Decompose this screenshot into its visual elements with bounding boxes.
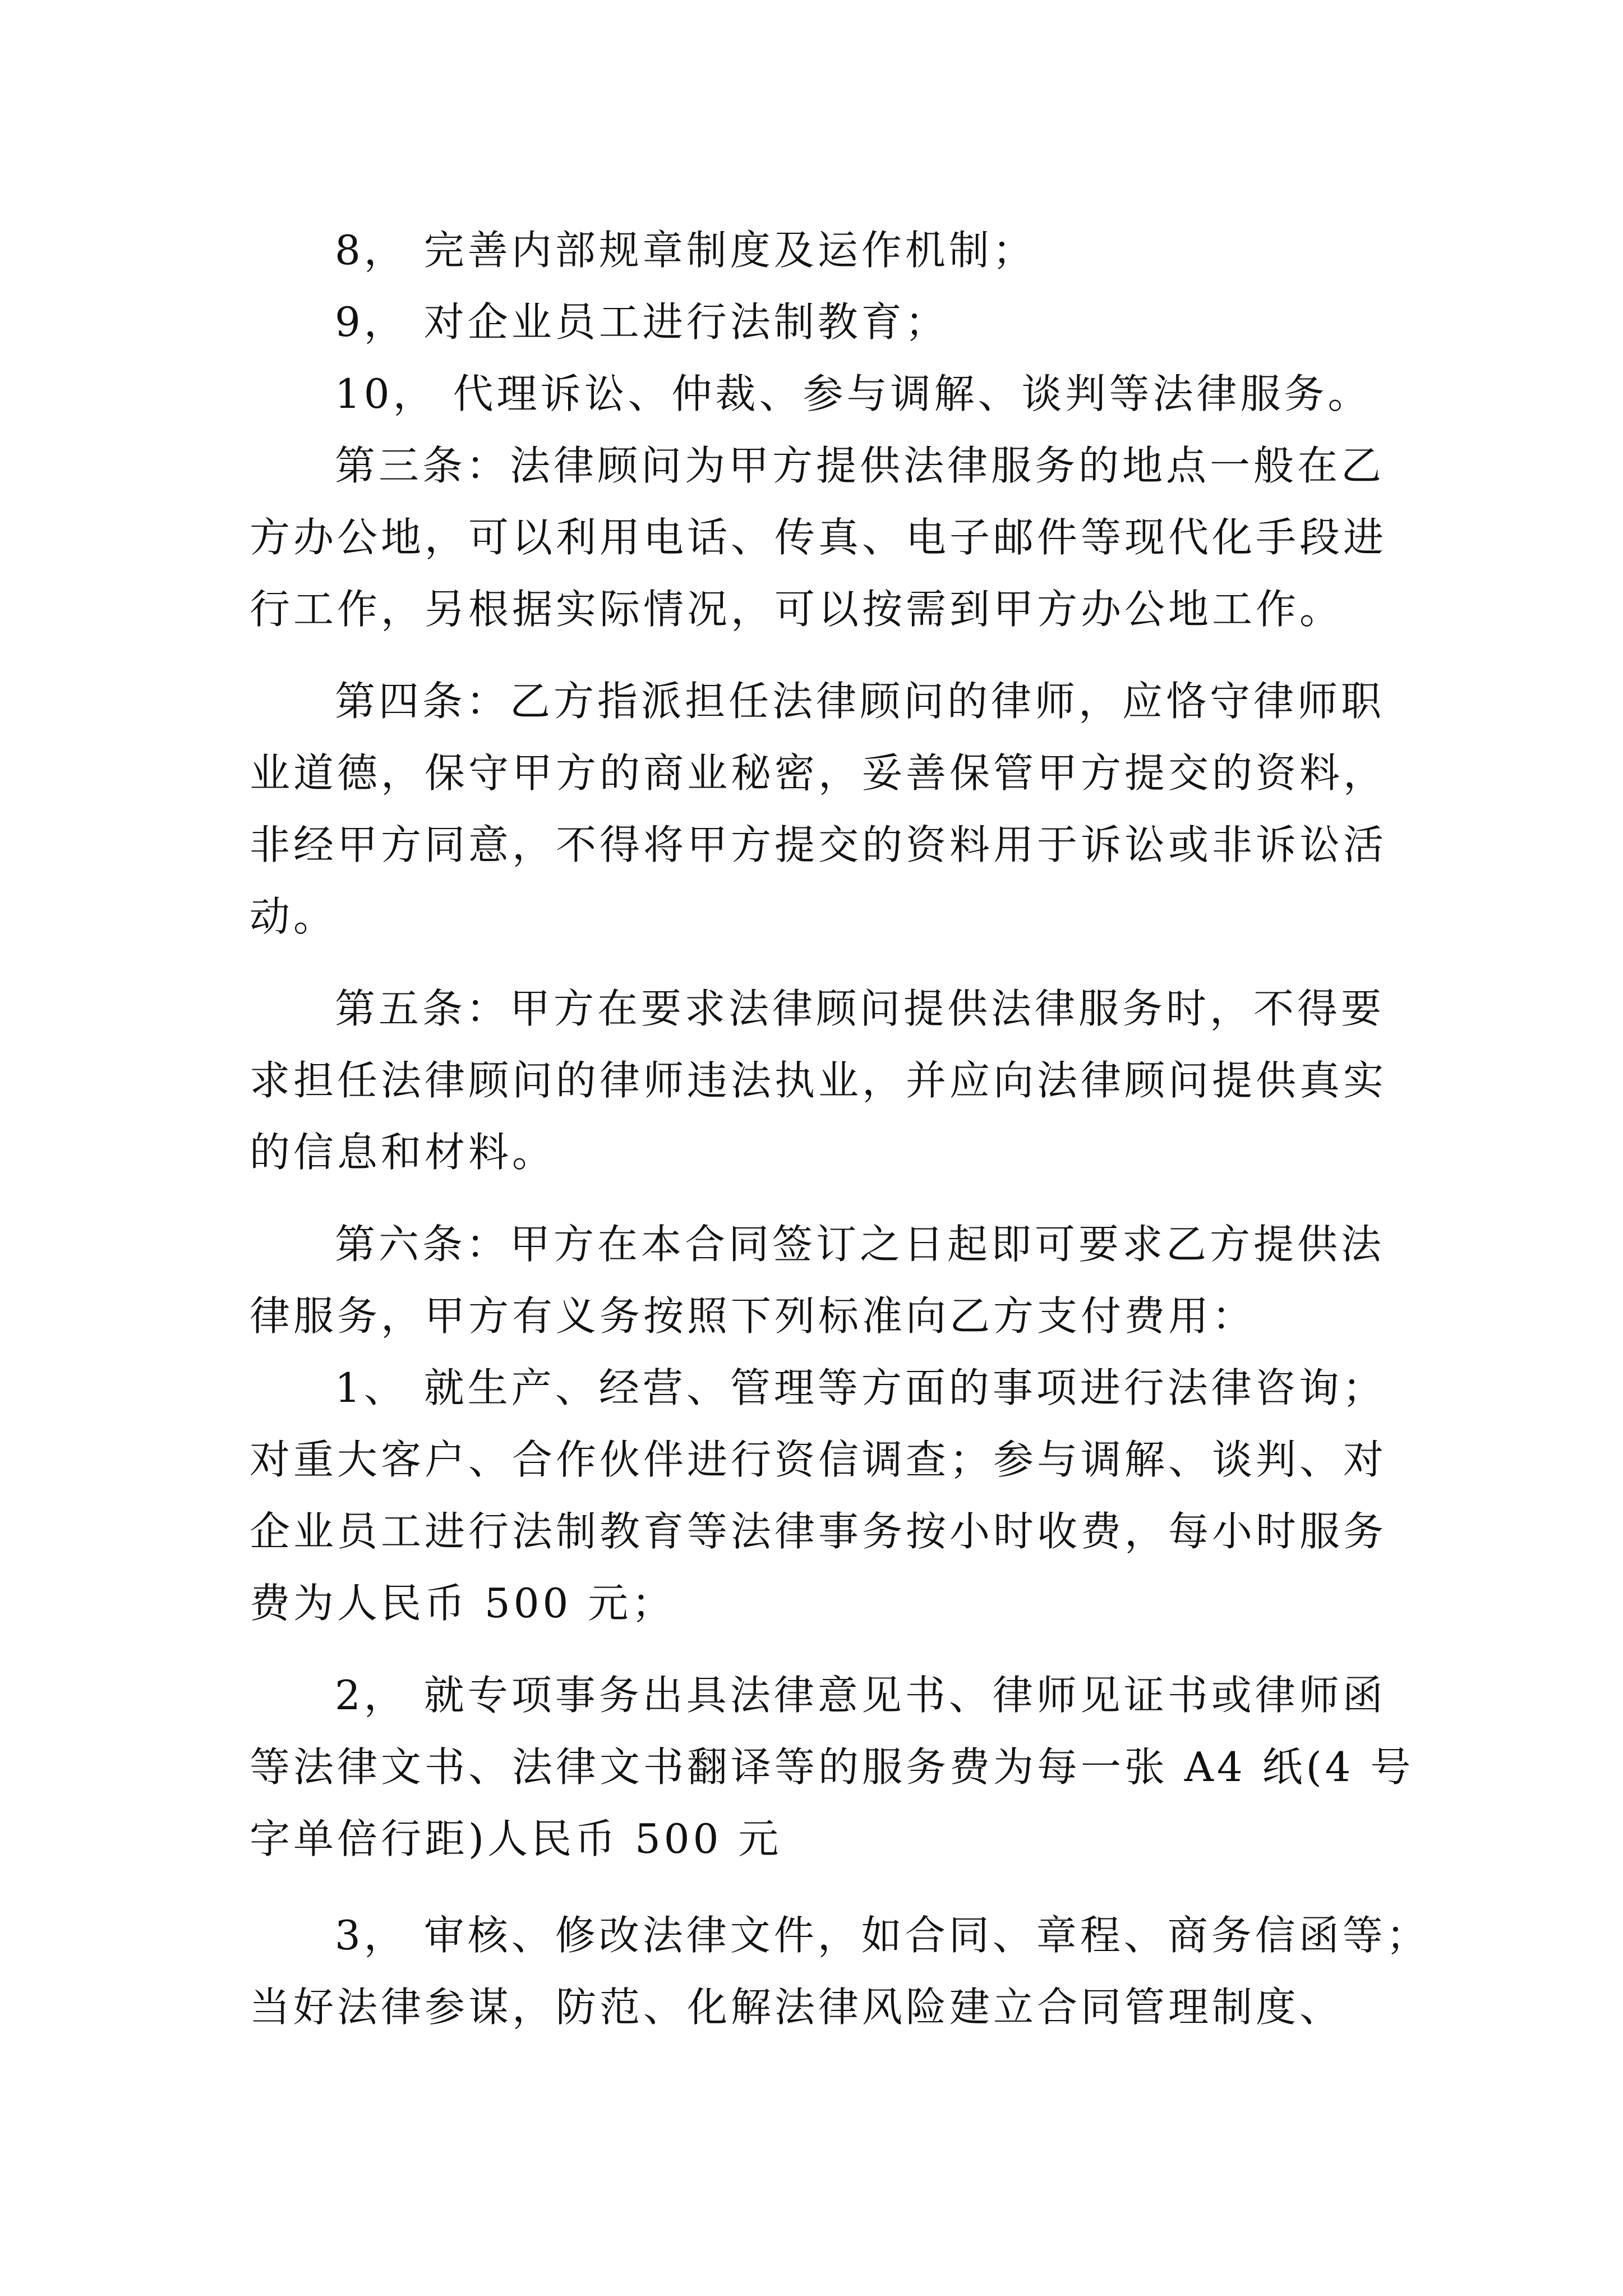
fee-item-1-line-1: 1、 就生产、经营、管理等方面的事项进行法律咨询； (335, 1364, 1386, 1411)
article-5-line-1: 第五条：甲方在要求法律顾问提供法律服务时，不得要 (335, 985, 1385, 1032)
fee-item-1-line-2: 对重大客户、合作伙伴进行资信调查；参与调解、谈判、对 (250, 1436, 1387, 1483)
list-item-8: 8， 完善内部规章制度及运作机制； (335, 227, 1036, 274)
article-3-line-2: 方办公地，可以利用电话、传真、电子邮件等现代化手段进 (250, 514, 1387, 561)
list-item-10: 10， 代理诉讼、仲裁、参与调解、谈判等法律服务。 (335, 370, 1372, 417)
article-4-line-2: 业道德，保守甲方的商业秘密，妥善保管甲方提交的资料， (250, 749, 1387, 797)
fee-item-1-line-3: 企业员工进行法制教育等法律事务按小时收费，每小时服务 (250, 1508, 1387, 1555)
fee-item-3-line-2: 当好法律参谋，防范、化解法律风险建立合同管理制度、 (250, 1984, 1344, 2031)
fee-item-1-line-4: 费为人民币 500 元； (250, 1580, 676, 1627)
article-6-line-2: 律服务，甲方有义务按照下列标准向乙方支付费用： (250, 1292, 1256, 1340)
article-6-line-1: 第六条：甲方在本合同签订之日起即可要求乙方提供法 (335, 1221, 1385, 1268)
article-5-line-2: 求担任法律顾问的律师违法执业，并应向法律顾问提供真实 (250, 1057, 1387, 1104)
article-3-line-1: 第三条：法律顾问为甲方提供法律服务的地点一般在乙 (335, 442, 1385, 489)
document-body (250, 214, 1430, 2043)
fee-item-3-line-1: 3， 审核、修改法律文件，如合同、章程、商务信函等； (335, 1912, 1430, 1959)
list-item-9: 9， 对企业员工进行法制教育； (335, 298, 949, 346)
fee-item-2-line-1: 2， 就专项事务出具法律意见书、律师见证书或律师函 (335, 1672, 1386, 1719)
article-4-line-1: 第四条：乙方指派担任法律顾问的律师，应恪守律师职 (335, 678, 1385, 725)
fee-item-2-line-3: 字单倍行距)人民币 500 元 (250, 1815, 782, 1862)
article-3-line-3: 行工作，另根据实际情况，可以按需到甲方办公地工作。 (250, 586, 1344, 633)
fee-item-2-line-2: 等法律文书、法律文书翻译等的服务费为每一张 A4 纸(4 号 (250, 1743, 1414, 1791)
article-4-line-3: 非经甲方同意，不得将甲方提交的资料用于诉讼或非诉讼活 (250, 821, 1387, 868)
article-5-line-3: 的信息和材料。 (250, 1129, 556, 1176)
article-4-line-4: 动。 (250, 893, 338, 940)
